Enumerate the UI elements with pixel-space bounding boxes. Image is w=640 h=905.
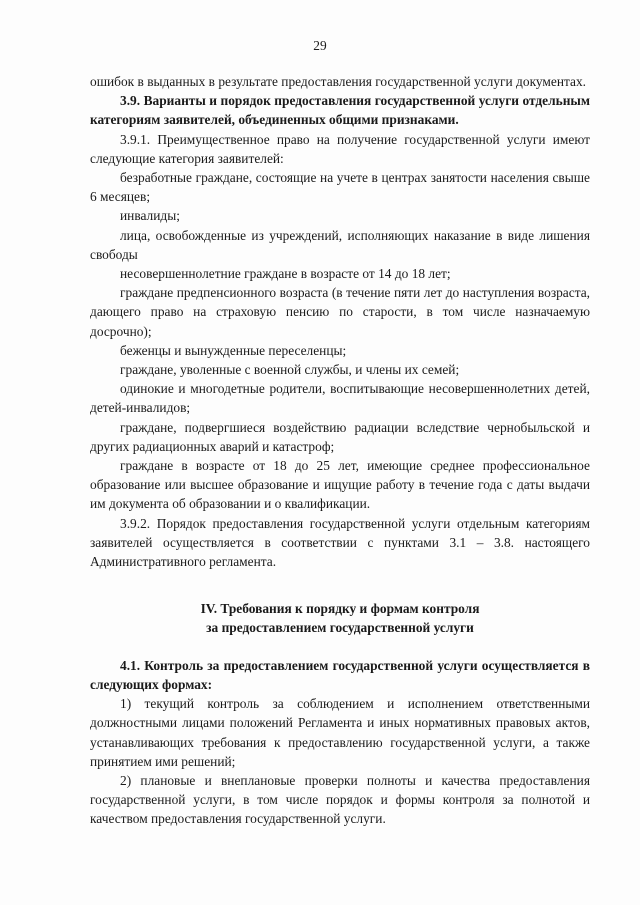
- section-title-line2: за предоставлением государственной услуги: [206, 620, 474, 636]
- list-item-single-parents: одинокие и многодетные родители, воспитывающие несовершеннолетних детей, детей-инвалидов;: [90, 381, 590, 416]
- list-item-released: лица, освобожденные из учреждений, исполняющих наказание в виде лишения свободы: [90, 227, 590, 262]
- page-number: 29: [313, 38, 327, 53]
- section-title-line1: IV. Требования к порядку и формам контроля: [200, 601, 480, 617]
- paragraph-continuation: ошибок в выданных в результате предоставления государственной услуги документах.: [90, 74, 586, 89]
- control-item-2: 2) плановые и внеплановые проверки полноты и качества предоставления государственной услуги, в том числе порядок и формы контроля за полнотой и качеством предоставления государственной услуги.: [90, 772, 590, 827]
- paragraph-3-9-2: 3.9.2. Порядок предоставления государственной услуги отдельным категориям заявителей осуществляется в соответствии с пунктами 3.1 – 3.8. настоящего Административного регламента.: [90, 515, 590, 570]
- list-item-pre-pension: граждане предпенсионного возраста (в течение пяти лет до наступления возраста, дающего право на страховую пенсию по старости, в том числе назначаемую досрочно);: [90, 285, 590, 339]
- list-item-military: граждане, уволенные с военной службы, и члены их семей;: [120, 362, 460, 378]
- heading-3-9: 3.9. Варианты и порядок предоставления государственной услуги отдельным категориям заявителей, объединенных общими признаками.: [90, 93, 590, 128]
- list-item-disabled: инвалиды;: [120, 208, 180, 224]
- page-content: [90, 72, 590, 829]
- list-item-young-graduates: граждане в возрасте от 18 до 25 лет, имеющие среднее профессиональное образование или высшее образование и ищущие работу в течение года с даты выдачи им документа об образовании и о квалификации.: [90, 458, 590, 512]
- list-item-refugees: беженцы и вынужденные переселенцы;: [120, 342, 347, 358]
- heading-4-1: 4.1. Контроль за предоставлением государственной услуги осуществляется в следующих формах:: [90, 657, 590, 692]
- list-item-unemployed: безработные граждане, состоящие на учете в центрах занятости населения свыше 6 месяцев;: [90, 170, 590, 205]
- paragraph-3-9-1: 3.9.1. Преимущественное право на получение государственной услуги имеют следующие категория заявителей:: [90, 131, 590, 166]
- list-item-minors: несовершеннолетние граждане в возрасте от 14 до 18 лет;: [120, 266, 451, 282]
- control-item-1: 1) текущий контроль за соблюдением и исполнением ответственными должностными лицами положений Регламента и иных нормативных правовых актов, устанавливающих требования к предоставлению государственной услуги, а также принятием ими решений;: [90, 696, 590, 769]
- list-item-radiation: граждане, подвергшиеся воздействию радиации вследствие чернобыльской и других радиационных аварий и катастроф;: [90, 419, 590, 454]
